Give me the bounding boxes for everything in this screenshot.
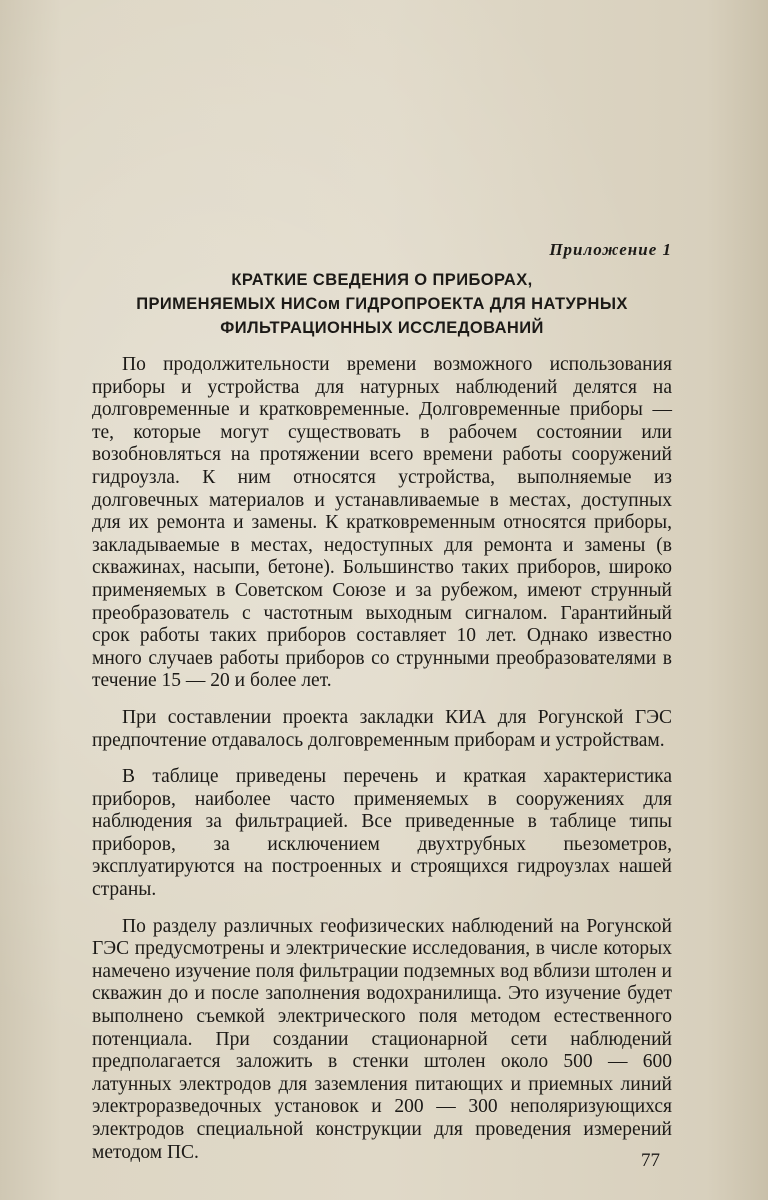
page-content: [92, 240, 672, 1178]
page-number: 77: [641, 1150, 660, 1171]
paragraph-4: По разделу различных геофизических наблюдений на Рогунской ГЭС предусмотрены и электрические исследования, в числе которых намечено изучение поля фильтрации подземных вод вблизи штолен и скважин до и после заполнения водохранилища. Это изучение будет выполнено съемкой электрического поля методом естественного потенциала. При создании стационарной сети наблюдений предполагается заложить в стенки штолен около 500 — 600 латунных электродов для заземления питающих и приемных линий электроразведочных установок и 200 — 300 неполяризующихся электродов специальной конструкции для проведения измерений методом ПС.: [92, 915, 672, 1163]
appendix-label: Приложение 1: [549, 240, 672, 259]
paragraph-2: При составлении проекта закладки КИА для Рогунской ГЭС предпочтение отдавалось долговременным приборам и устройствам.: [92, 706, 672, 751]
section-title-line-1: КРАТКИЕ СВЕДЕНИЯ О ПРИБОРАХ,: [231, 271, 533, 289]
paragraph-1: По продолжительности времени возможного использования приборы и устройства для натурных наблюдений делятся на долговременные и кратковременные. Долговременные приборы — те, которые могут существовать в рабочем состоянии или возобновляться на протяжении всего времени работы сооружений гидроузла. К ним относятся устройства, выполняемые из долговечных материалов и устанавливаемые в местах, доступных для их ремонта и замены. К кратковременным относятся приборы, закладываемые в местах, недоступных для ремонта и замены (в скважинах, насыпи, бетоне). Большинство таких приборов, широко применяемых в Советском Союзе и за рубежом, имеют струнный преобразователь с частотным выходным сигналом. Гарантийный срок работы таких приборов составляет 10 лет. Однако известно много случаев работы приборов со струнными преобразователями в течение 15 — 20 и более лет.: [92, 354, 672, 692]
paragraph-3: В таблице приведены перечень и краткая характеристика приборов, наиболее часто применяемых в сооружениях для наблюдения за фильтрацией. Все приведенные в таблице типы приборов, за исключением двухтрубных пьезометров, эксплуатируются на построенных и строящихся гидроузлах нашей страны.: [92, 766, 672, 901]
section-title-line-2: ПРИМЕНЯЕМЫХ НИСом ГИДРОПРОЕКТА ДЛЯ НАТУРНЫХ: [136, 295, 628, 313]
section-title: [92, 268, 672, 340]
section-title-line-3: ФИЛЬТРАЦИОННЫХ ИССЛЕДОВАНИЙ: [220, 319, 544, 337]
